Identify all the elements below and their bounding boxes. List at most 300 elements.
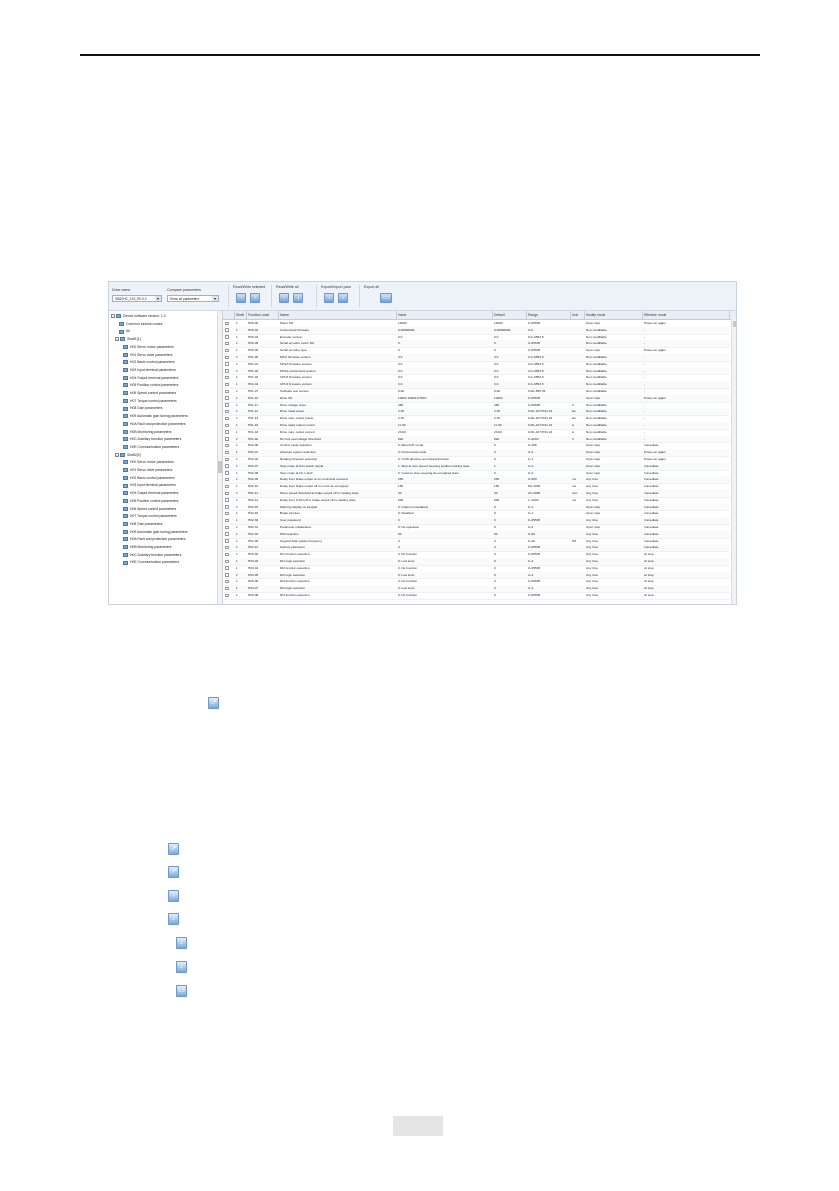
chevron-down-icon: ▾ bbox=[156, 296, 159, 301]
table-cell: DI1 logic selection bbox=[280, 559, 306, 563]
table-cell: Upon stop bbox=[586, 463, 601, 468]
row-checkbox[interactable] bbox=[225, 587, 229, 591]
tree-node-label: H01 Servo drive parameters bbox=[130, 468, 173, 472]
table-cell: 1~1000 bbox=[528, 497, 539, 502]
tree-node-label: H01 Servo drive parameters bbox=[130, 352, 173, 357]
grid-header-cell[interactable]: Modify mode bbox=[585, 311, 643, 319]
table-cell: Delay from brake output on to command received bbox=[280, 477, 348, 482]
table-cell: ms bbox=[572, 477, 577, 482]
export-para-icon: ↓ bbox=[176, 937, 187, 949]
grid-header-select[interactable] bbox=[223, 311, 235, 319]
grid-header-cell[interactable]: Unit bbox=[571, 311, 585, 319]
table-cell: 23.00 bbox=[398, 429, 406, 434]
tree-item[interactable] bbox=[123, 558, 179, 566]
table-cell: - bbox=[644, 423, 646, 427]
table-cell: 11.90 bbox=[494, 423, 502, 427]
row-checkbox[interactable] bbox=[225, 430, 229, 434]
table-cell: 0 bbox=[494, 525, 496, 529]
row-checkbox[interactable] bbox=[225, 478, 229, 482]
table-cell: Immediate bbox=[644, 470, 659, 475]
parameter-group-icon bbox=[123, 545, 128, 549]
table-cell: 1 bbox=[236, 341, 238, 346]
tree-node-label: H0C Auxiliary function parameters bbox=[130, 552, 182, 557]
table-cell: 0~2 bbox=[528, 525, 534, 529]
row-checkbox[interactable] bbox=[225, 492, 229, 496]
table-cell: 0 bbox=[494, 579, 496, 584]
table-cell: Brake function bbox=[280, 511, 300, 516]
row-checkbox[interactable] bbox=[225, 328, 229, 332]
table-cell: 1 bbox=[236, 579, 238, 584]
table-cell: H01-10 bbox=[248, 395, 259, 400]
grid-header-cell[interactable]: Function code bbox=[247, 311, 279, 319]
row-checkbox[interactable] bbox=[225, 349, 229, 353]
table-cell: 1 bbox=[236, 497, 238, 502]
table-cell: 0 bbox=[494, 586, 496, 591]
table-cell: H01-01 bbox=[248, 361, 259, 366]
table-cell: - bbox=[644, 409, 646, 414]
table-cell: H02-18 bbox=[248, 511, 259, 516]
row-checkbox[interactable] bbox=[225, 424, 229, 428]
table-cell: 0~65535 bbox=[528, 348, 541, 353]
table-cell: 1 bbox=[236, 470, 238, 475]
table-cell: 0 bbox=[494, 538, 496, 543]
table-cell: 0.0 bbox=[398, 334, 403, 339]
table-cell: 0 bbox=[398, 545, 400, 550]
grid-header-cell[interactable]: Value bbox=[397, 311, 493, 319]
table-cell: Upon stop bbox=[586, 457, 601, 461]
table-cell: 30 bbox=[398, 491, 402, 495]
table-cell: DI4 function selection bbox=[280, 593, 310, 597]
table-cell bbox=[572, 347, 584, 354]
row-checkbox[interactable] bbox=[225, 356, 229, 360]
rw-selected-label: Read/Write selected bbox=[233, 285, 266, 289]
table-cell: Any time bbox=[586, 565, 599, 570]
row-checkbox[interactable] bbox=[225, 417, 229, 421]
row-checkbox[interactable] bbox=[225, 560, 229, 564]
grid-scrollbar[interactable] bbox=[731, 319, 737, 605]
row-checkbox[interactable] bbox=[225, 458, 229, 462]
table-cell: H03-04 bbox=[248, 565, 259, 570]
table-cell: Upon stop bbox=[586, 321, 601, 325]
table-cell: - bbox=[644, 389, 646, 393]
table-cell: 820 bbox=[398, 436, 404, 441]
table-cell: 50 bbox=[398, 531, 402, 536]
table-cell: 14000 bbox=[494, 321, 503, 325]
grid-header-cell[interactable]: Shaft bbox=[235, 311, 247, 319]
table-cell: Upon stop bbox=[586, 348, 601, 353]
export-all-icon: ▭ bbox=[176, 985, 187, 997]
import-para-icon: ↓ bbox=[176, 961, 187, 973]
table-cell: 500 bbox=[398, 497, 404, 502]
row-checkbox[interactable] bbox=[225, 444, 229, 448]
drive-name-value: IS810HC_1S2_R0.0.2 bbox=[115, 297, 147, 301]
table-row[interactable] bbox=[223, 592, 730, 600]
table-cell: H00-00 bbox=[248, 321, 259, 325]
row-checkbox[interactable] bbox=[225, 498, 229, 502]
table-cell: 0.0 bbox=[398, 355, 403, 359]
table-cell: 14000 bbox=[398, 321, 407, 325]
drive-name-select[interactable] bbox=[112, 295, 162, 302]
row-checkbox[interactable] bbox=[225, 580, 229, 584]
parameter-grid bbox=[223, 311, 737, 605]
table-cell: - bbox=[644, 368, 646, 373]
grid-scroll-thumb[interactable] bbox=[733, 321, 737, 327]
table-cell: 1 bbox=[236, 375, 238, 380]
row-checkbox[interactable] bbox=[225, 594, 229, 598]
table-cell: H02-08 bbox=[248, 470, 259, 475]
parameter-group-icon bbox=[123, 437, 128, 441]
table-cell: 0~1 bbox=[528, 504, 534, 509]
table-cell: Any time bbox=[586, 559, 599, 563]
row-checkbox[interactable] bbox=[225, 539, 229, 543]
table-cell: 1 bbox=[236, 443, 238, 448]
grid-header-cell[interactable]: Effective mode bbox=[643, 311, 730, 319]
table-cell: 1 bbox=[236, 429, 238, 434]
table-cell: Non-modifiable bbox=[586, 355, 607, 359]
read-selected-button[interactable]: ↑ bbox=[236, 293, 246, 303]
parameter-tree bbox=[109, 311, 223, 605]
export-para-button[interactable]: ↓ bbox=[324, 293, 334, 303]
folder-icon bbox=[120, 453, 125, 457]
table-cell: Any time bbox=[586, 538, 599, 543]
table-cell: Non-modifiable bbox=[586, 327, 607, 332]
export-all-button[interactable]: ▭ bbox=[380, 293, 392, 303]
table-cell: 1 bbox=[236, 545, 238, 550]
parameter-group-icon bbox=[123, 345, 128, 349]
table-cell bbox=[572, 442, 584, 449]
table-cell: Drive rated power bbox=[280, 409, 305, 414]
table-cell: 50~1000 bbox=[528, 484, 541, 489]
table-cell: Immediate bbox=[644, 511, 659, 516]
table-cell: 0 bbox=[494, 565, 496, 570]
tree-scrollbar[interactable] bbox=[217, 311, 222, 605]
tree-node-label: H0B Monitoring parameters bbox=[130, 429, 172, 434]
parameter-group-icon bbox=[123, 514, 128, 518]
tree-node-label: H06 Speed control parameters bbox=[130, 391, 177, 395]
table-cell: 0.00~1073741.24 bbox=[528, 409, 553, 414]
row-checkbox[interactable] bbox=[225, 526, 229, 530]
grid-header-cell[interactable]: Name bbox=[279, 311, 397, 319]
table-cell: 0.0 bbox=[494, 361, 499, 366]
table-cell: 0~65535 bbox=[528, 552, 541, 557]
export-all-label: Export all bbox=[364, 285, 379, 289]
row-checkbox[interactable] bbox=[225, 362, 229, 366]
table-cell: Non-modifiable bbox=[586, 402, 607, 407]
collapse-icon[interactable]: − bbox=[116, 452, 118, 457]
table-cell: HMI selection bbox=[280, 531, 299, 536]
write-selected-icon: ↗ bbox=[168, 866, 179, 878]
table-cell: H02-12 bbox=[248, 497, 259, 502]
parameter-group-icon bbox=[123, 460, 128, 464]
table-cell bbox=[572, 361, 584, 368]
table-cell: - bbox=[644, 355, 646, 359]
parameter-group-icon bbox=[123, 376, 128, 380]
row-checkbox[interactable] bbox=[225, 403, 229, 407]
table-cell: 1 bbox=[236, 389, 238, 393]
table-cell: 9: EtherCAT mode bbox=[398, 443, 424, 448]
row-checkbox[interactable] bbox=[225, 376, 229, 380]
table-cell: 0: No function bbox=[398, 552, 418, 557]
table-cell: 0.00 bbox=[494, 389, 501, 393]
table-cell: User password bbox=[280, 518, 301, 523]
table-cell: Power-on again bbox=[644, 395, 666, 400]
table-cell: 0 bbox=[494, 518, 496, 523]
table-cell: 0~65535 bbox=[528, 321, 541, 325]
table-cell: Immediate bbox=[644, 531, 659, 536]
table-cell: Immediate bbox=[644, 463, 659, 468]
table-cell: Absolute system selection bbox=[280, 450, 316, 455]
table-cell: V bbox=[572, 402, 575, 407]
table-cell: 0~500 bbox=[528, 477, 537, 482]
table-cell: H02-01 bbox=[248, 450, 259, 455]
row-checkbox[interactable] bbox=[225, 546, 229, 550]
table-cell: 1 bbox=[236, 450, 238, 455]
table-cell bbox=[572, 517, 584, 524]
table-cell: - bbox=[644, 436, 646, 441]
table-cell: At stop bbox=[644, 559, 654, 563]
table-cell: 1 bbox=[236, 572, 238, 577]
parameter-group-icon bbox=[123, 422, 128, 426]
table-cell: 0.0~6553.5 bbox=[528, 375, 544, 380]
table-cell: H01-16 bbox=[248, 423, 259, 427]
row-checkbox[interactable] bbox=[225, 383, 229, 387]
table-cell: A bbox=[572, 423, 575, 427]
table-cell: 10004 bbox=[494, 395, 503, 400]
table-cell: 23.00 bbox=[494, 429, 502, 434]
table-cell bbox=[572, 456, 584, 463]
table-cell: H01-12 bbox=[248, 409, 259, 414]
table-cell: 1 bbox=[236, 538, 238, 543]
table-cell bbox=[572, 463, 584, 470]
table-cell: - bbox=[644, 375, 646, 380]
table-cell: Drive SN bbox=[280, 395, 293, 400]
write-selected-button[interactable]: ↑ bbox=[250, 293, 260, 303]
row-checkbox[interactable] bbox=[225, 553, 229, 557]
table-cell: 0.00~655.35 bbox=[528, 389, 546, 393]
tree-node-label: H0A Fault and protection parameters bbox=[130, 537, 186, 542]
table-cell: Power-on again bbox=[644, 348, 666, 353]
parameter-group-icon bbox=[123, 491, 128, 495]
row-checkbox[interactable] bbox=[225, 532, 229, 536]
table-cell: Non-modifiable bbox=[586, 429, 607, 434]
tree-node-label: H00 Servo motor parameters bbox=[130, 460, 174, 465]
table-cell: Non-modifiable bbox=[586, 341, 607, 346]
table-cell: H01-03 bbox=[248, 375, 259, 380]
table-cell: Control mode selection bbox=[280, 443, 312, 448]
table-cell: 0~1 bbox=[528, 511, 534, 516]
table-cell bbox=[572, 504, 584, 511]
table-cell: 1 bbox=[236, 368, 238, 373]
collapse-icon[interactable]: − bbox=[112, 314, 114, 319]
table-cell: CPU0 firmware version bbox=[280, 375, 312, 380]
table-cell: 0.0 bbox=[494, 382, 499, 387]
table-cell: 0.0~6553.5 bbox=[528, 334, 544, 339]
row-checkbox[interactable] bbox=[225, 369, 229, 373]
grid-header-cell[interactable]: Range bbox=[527, 311, 571, 319]
table-cell: At stop bbox=[644, 572, 654, 577]
table-cell: 0 bbox=[494, 457, 496, 461]
table-cell: HZ bbox=[572, 538, 577, 543]
table-cell: 1 bbox=[236, 348, 238, 353]
table-cell: H01-11 bbox=[248, 402, 258, 407]
table-cell: Immediate bbox=[644, 497, 659, 502]
tree-node-label: H07 Torque control parameters bbox=[130, 514, 177, 519]
chevron-down-icon: ▾ bbox=[213, 296, 216, 301]
row-checkbox[interactable] bbox=[225, 566, 229, 570]
table-cell: H03-03 bbox=[248, 559, 259, 563]
table-cell: Upon stop bbox=[586, 504, 601, 509]
row-checkbox[interactable] bbox=[225, 437, 229, 441]
table-cell: CPU1 firmware version bbox=[280, 382, 312, 387]
write-all-button[interactable]: ↓ bbox=[293, 293, 303, 303]
table-cell: DI2 function selection bbox=[280, 565, 310, 570]
table-cell: Immediate bbox=[644, 504, 659, 509]
write-all-icon: ↓ bbox=[168, 913, 179, 925]
row-checkbox[interactable] bbox=[225, 464, 229, 468]
table-cell: Any time bbox=[586, 586, 599, 591]
tree-node-label: H04 Output terminal parameters bbox=[130, 491, 179, 496]
table-cell: 1 bbox=[236, 409, 238, 414]
table-cell: rpm bbox=[572, 491, 578, 495]
table-cell: H01-18 bbox=[248, 429, 259, 434]
row-checkbox[interactable] bbox=[225, 410, 229, 414]
table-cell: At stop bbox=[644, 552, 654, 557]
table-cell: 2.30 bbox=[398, 409, 405, 414]
table-cell: 1 bbox=[236, 457, 238, 461]
table-cell: H02-32 bbox=[248, 531, 259, 536]
row-checkbox[interactable] bbox=[225, 505, 229, 509]
folder-icon bbox=[116, 314, 121, 318]
table-cell: 50 bbox=[494, 531, 498, 536]
table-cell: 1 bbox=[236, 518, 238, 523]
table-cell: Customized firmware bbox=[280, 327, 310, 332]
table-cell: 1 bbox=[236, 463, 238, 468]
parameter-group-icon bbox=[123, 430, 128, 434]
table-cell: Non-modifiable bbox=[586, 334, 607, 339]
table-cell: 1 bbox=[236, 531, 238, 536]
table-cell: Non-modifiable bbox=[586, 436, 607, 441]
row-checkbox[interactable] bbox=[225, 485, 229, 489]
table-cell: 0~1 bbox=[528, 457, 534, 461]
parameter-group-icon bbox=[123, 530, 128, 534]
table-cell: Keypad data update frequency bbox=[280, 538, 323, 543]
table-cell: Stop mode at limit switch signal bbox=[280, 463, 324, 468]
row-checkbox[interactable] bbox=[225, 512, 229, 516]
table-cell: 20~3000 bbox=[528, 491, 541, 495]
tree-node-label: H05 Position control parameters bbox=[130, 383, 179, 388]
table-cell: Any time bbox=[586, 579, 599, 584]
table-cell: Drive voltage class bbox=[280, 402, 306, 407]
table-cell bbox=[572, 340, 584, 347]
table-cell: 0.00~1073741.24 bbox=[528, 429, 553, 434]
table-cell: DI1 function selection bbox=[280, 552, 310, 557]
table-cell: 250 bbox=[398, 477, 404, 482]
table-cell: FPGA firmware version bbox=[280, 361, 312, 366]
row-checkbox[interactable] bbox=[225, 390, 229, 394]
table-cell: H01-07 bbox=[248, 389, 259, 393]
table-cell bbox=[572, 585, 584, 592]
collapse-icon[interactable]: − bbox=[116, 337, 118, 342]
compare-parameters-label: Compare parameters bbox=[167, 288, 201, 292]
table-cell: 0~65535 bbox=[528, 518, 541, 523]
table-cell: 1 bbox=[236, 361, 238, 366]
table-cell: H02-31 bbox=[248, 525, 259, 529]
tree-node-label: H05 Position control parameters bbox=[130, 498, 179, 503]
table-cell: 0 bbox=[494, 552, 496, 557]
table-cell: 0: Incremental mode bbox=[398, 450, 427, 455]
table-cell: Upon stop bbox=[586, 395, 601, 400]
table-cell: Warning display on keypad bbox=[280, 504, 318, 509]
table-cell: 0~2 bbox=[528, 463, 534, 468]
table-cell bbox=[572, 565, 584, 572]
table-cell: Delay from brake output off to motor de-energized bbox=[280, 484, 349, 489]
table-cell bbox=[572, 551, 584, 558]
table-cell: 0: Disabled bbox=[398, 511, 414, 516]
table-cell: 1 bbox=[236, 382, 238, 387]
row-checkbox[interactable] bbox=[225, 342, 229, 346]
tree-node-label: H0C Auxiliary function parameters bbox=[130, 437, 182, 442]
table-cell: 0~4 bbox=[528, 586, 534, 591]
tree-node-label: H0E Communication parameters bbox=[130, 560, 180, 565]
table-cell: 1 bbox=[236, 559, 238, 563]
row-checkbox[interactable] bbox=[225, 471, 229, 475]
compare-parameters-select[interactable] bbox=[167, 295, 219, 302]
table-cell: At stop bbox=[644, 593, 654, 597]
table-cell: 0 bbox=[494, 450, 496, 455]
import-para-button[interactable]: ↓ bbox=[338, 293, 348, 303]
tree-node-label: H02 Basic control parameters bbox=[130, 475, 175, 480]
table-cell: - bbox=[644, 382, 646, 387]
table-cell: 2.30 bbox=[494, 409, 501, 414]
tree-node-label: H03 Input terminal parameters bbox=[130, 367, 176, 372]
table-cell: H03-02 bbox=[248, 552, 259, 557]
tree-node-label: Shaft2[2] bbox=[127, 452, 141, 457]
tree-node-label: H09 Automatic gain tuning parameters bbox=[130, 414, 188, 419]
table-cell: H01-04 bbox=[248, 382, 259, 387]
row-checkbox[interactable] bbox=[225, 335, 229, 339]
header-rule bbox=[80, 54, 760, 56]
table-cell: H01-14 bbox=[248, 416, 259, 421]
table-cell: 0 bbox=[494, 559, 496, 563]
row-checkbox[interactable] bbox=[225, 322, 229, 326]
grid-header-cell[interactable]: Default bbox=[493, 311, 527, 319]
table-cell: 0.00 bbox=[398, 389, 405, 393]
parameter-group-icon bbox=[123, 537, 128, 541]
parameter-group-icon bbox=[123, 468, 128, 472]
row-checkbox[interactable] bbox=[225, 573, 229, 577]
table-cell: 0.0 bbox=[398, 361, 403, 366]
parameter-group-icon bbox=[123, 360, 128, 364]
table-cell bbox=[572, 395, 584, 402]
table-cell: 1 bbox=[236, 327, 238, 332]
table-cell: Upon stop bbox=[586, 443, 601, 448]
row-checkbox[interactable] bbox=[225, 451, 229, 455]
table-cell: Upon stop bbox=[586, 511, 601, 516]
read-selected-icon: ↗ bbox=[168, 843, 179, 855]
table-cell: Non-modifiable bbox=[586, 382, 607, 387]
tree-node-label: H0B Monitoring parameters bbox=[130, 545, 172, 549]
table-cell: 0~4 bbox=[528, 559, 534, 563]
table-cell: Software test version bbox=[280, 389, 309, 393]
table-cell bbox=[572, 510, 584, 517]
read-all-button[interactable]: ↑ bbox=[279, 293, 289, 303]
table-cell: 0 bbox=[494, 470, 496, 475]
tree-scroll-thumb[interactable] bbox=[218, 461, 222, 473]
tree-node-label: Device software version: 1.0 bbox=[123, 314, 166, 318]
row-checkbox[interactable] bbox=[225, 396, 229, 400]
row-checkbox[interactable] bbox=[225, 519, 229, 523]
table-cell: 0~2 bbox=[528, 470, 534, 475]
